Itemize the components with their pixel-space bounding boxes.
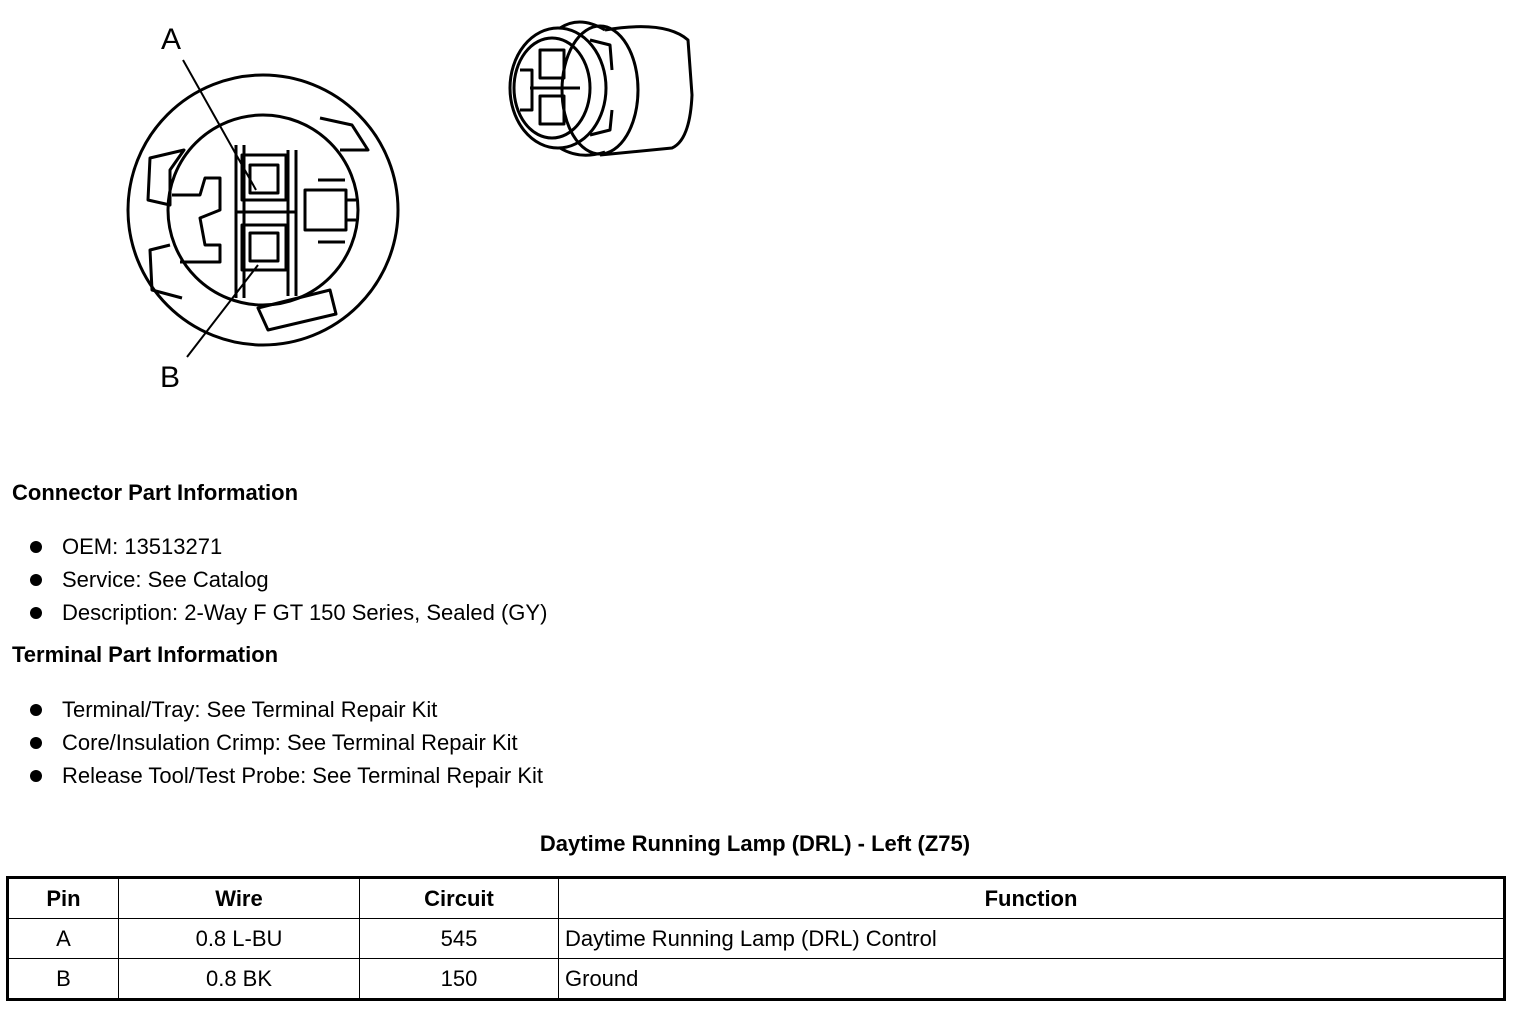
column-header-wire: Wire: [119, 878, 360, 919]
pin-table-title: Daytime Running Lamp (DRL) - Left (Z75): [539, 831, 971, 856]
bullet-icon: [30, 607, 42, 619]
bullet-icon: [30, 704, 42, 716]
list-item: Description: 2-Way F GT 150 Series, Sealed (GY): [30, 596, 547, 629]
list-item: Release Tool/Test Probe: See Terminal Repair Kit: [30, 759, 543, 792]
bullet-icon: [30, 770, 42, 782]
cell-function: Ground: [559, 959, 1505, 1000]
cell-pin: A: [8, 919, 119, 959]
cell-function: Daytime Running Lamp (DRL) Control: [559, 919, 1505, 959]
pin-label-b: B: [160, 361, 181, 394]
pin-table: [6, 876, 1506, 1001]
column-header-circuit: Circuit: [360, 878, 559, 919]
cell-pin: B: [8, 959, 119, 1000]
connector-isometric-view: [510, 22, 692, 155]
table-row: [8, 919, 1505, 959]
cell-circuit: 545: [360, 919, 559, 959]
bullet-icon: [30, 737, 42, 749]
cell-wire: 0.8 BK: [119, 959, 360, 1000]
list-item: OEM: 13513271: [30, 530, 547, 563]
table-row: [8, 959, 1505, 1000]
terminal-part-info-heading: Terminal Part Information: [12, 642, 279, 667]
cell-wire: 0.8 L-BU: [119, 919, 360, 959]
bullet-icon: [30, 574, 42, 586]
column-header-function: Function: [559, 878, 1505, 919]
pin-label-a: A: [161, 23, 182, 56]
terminal-part-info-list: [30, 693, 543, 792]
connector-part-info-heading: Connector Part Information: [12, 480, 299, 505]
connector-part-info-list: [30, 530, 547, 629]
column-header-pin: Pin: [8, 878, 119, 919]
table-header-row: [8, 878, 1505, 919]
list-item: Service: See Catalog: [30, 563, 547, 596]
connector-diagram: [0, 0, 760, 420]
list-item: Core/Insulation Crimp: See Terminal Repair Kit: [30, 726, 543, 759]
connector-face-view: [128, 75, 398, 345]
bullet-icon: [30, 541, 42, 553]
list-item: Terminal/Tray: See Terminal Repair Kit: [30, 693, 543, 726]
cell-circuit: 150: [360, 959, 559, 1000]
